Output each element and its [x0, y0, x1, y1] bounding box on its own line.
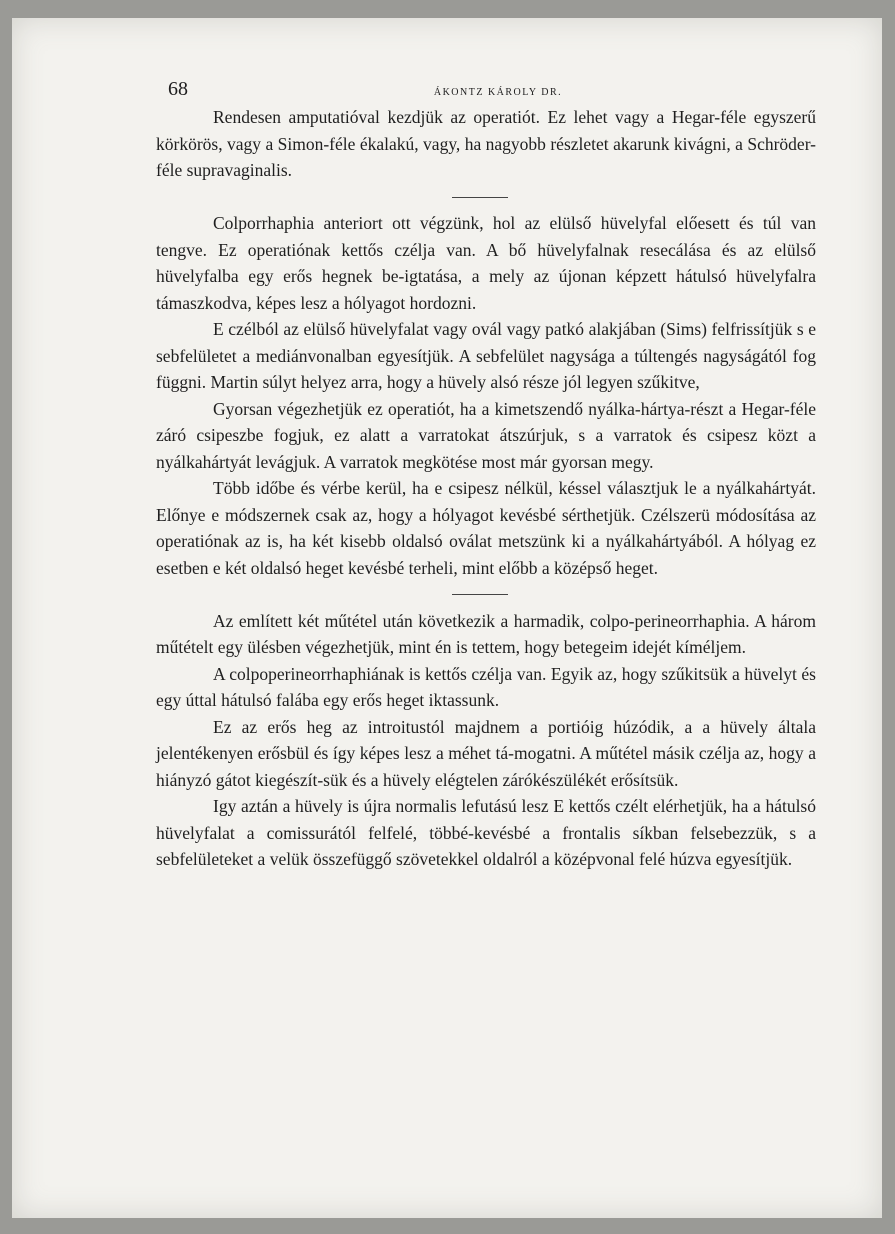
paragraph: E czélból az elülső hüvelyfalat vagy ovál vagy patkó alakjában (Sims) felfrissítjük s e sebfelületet a mediánvonalban egyesítjük. A sebfelület nagysága a túltengés nagyságától fog függni. Martin súlyt helyez arra, hogy a hüvely alsó része jól legyen szűkitve,	[156, 319, 816, 392]
page-body	[156, 104, 816, 873]
section-separator	[156, 581, 816, 608]
page-number: 68	[168, 78, 188, 100]
paragraph: Az említett két műtétel után következik a harmadik, colpo-perineorrhaphia. A három műtételt egy ülésben végezhetjük, mint én is tettem, hogy betegeim idejét kíméljem.	[156, 610, 816, 657]
paragraph: Gyorsan végezhetjük ez operatiót, ha a kimetszendő nyálka-hártya-részt a Hegar-féle záró csipeszbe fogjuk, ez alatt a varratokat átszúrjuk, s a varratok és csipesz közt a nyálkahártyát levágjuk. A varratok megkötése most már gyorsan megy.	[156, 398, 816, 472]
paragraph: Rendesen amputatióval kezdjük az operatiót. Ez lehet vagy a Hegar-féle egyszerű körkörös, vagy a Simon-féle ékalakú, vagy, ha nagyobb részletet akarunk kivágni, a Schröder-féle supravaginalis.	[156, 107, 816, 180]
paragraph: Ez az erős heg az introitustól majdnem a portióig húzódik, a a hüvely általa jelentékenyen erősbül és így képes lesz a méhet tá-mogatni. A műtétel másik czélja az, hogy a hiányzó gátot kiegészít-sük és a hüvely elégtelen zárókészülékét erősítsük.	[156, 716, 816, 790]
paragraph: Igy aztán a hüvely is újra normalis lefutású lesz E kettős czélt elérhetjük, ha a hátulsó hüvelyfalat a comissurától felfelé, többé-kevésbé a frontalis síkban felsebezzük, s a sebfelületeket a velük összefüggő szövetekkel oldalról a középvonal felé húzva egyesítjük.	[156, 796, 816, 869]
paragraph: Colporrhaphia anteriort ott végzünk, hol az elülső hüvelyfal előesett és túl van tengve. Ez operatiónak kettős czélja van. A bő hüvelyfalnak resecálása és az elülső hüvelyfalba egy erős hegnek be-igtatása, a mely az újonan képzett hátulsó hüvelyfalra támaszkodva, képes lesz a hólyagot hordozni.	[156, 213, 816, 313]
paragraph: Több időbe és vérbe kerül, ha e csipesz nélkül, késsel választjuk le a nyálkahártyát. Előnye e módszernek csak az, hogy a hólyagot kevésbé sérthetjük. Czélszerü módosítása az operatiónak az is, ha két kisebb oldalsó oválat metszünk ki a nyálkahártyából. A hólyag ez esetben e két oldalsó heget kevésbé terheli, mint előbb a középső heget.	[156, 478, 816, 578]
running-head: ÁKONTZ KÁROLY DR.	[433, 87, 563, 98]
paragraph: A colpoperineorrhaphiának is kettős czélja van. Egyik az, hogy szűkitsük a hüvelyt és egy úttal hátulsó falába egy erős heget iktassunk.	[156, 663, 816, 710]
section-separator	[156, 184, 816, 211]
